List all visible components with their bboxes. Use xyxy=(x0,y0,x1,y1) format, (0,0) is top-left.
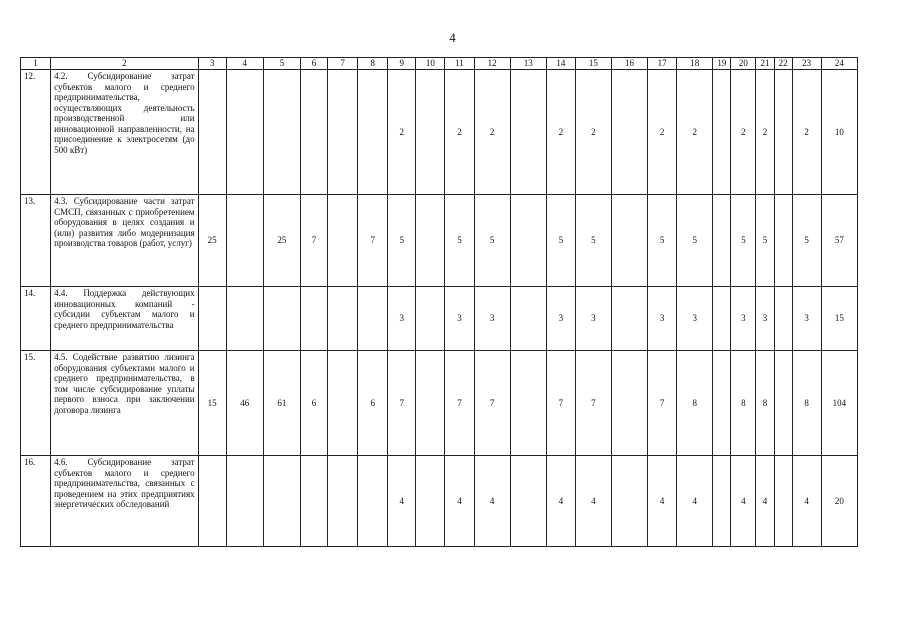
header-cell: 6 xyxy=(300,58,327,70)
value-cell: 3 xyxy=(756,287,774,351)
value-cell xyxy=(611,456,647,547)
value-cell xyxy=(358,456,388,547)
value-cell xyxy=(263,287,300,351)
value-cell xyxy=(226,70,263,195)
value-cell: 4 xyxy=(474,456,510,547)
value-cell: 8 xyxy=(756,351,774,456)
header-cell: 23 xyxy=(792,58,821,70)
value-cell xyxy=(328,456,358,547)
header-cell: 22 xyxy=(774,58,792,70)
header-cell: 21 xyxy=(756,58,774,70)
value-cell xyxy=(416,351,445,456)
value-cell xyxy=(611,351,647,456)
value-cell: 10 xyxy=(821,70,857,195)
value-cell xyxy=(774,456,792,547)
value-cell: 7 xyxy=(474,351,510,456)
table-row xyxy=(21,195,858,287)
header-cell: 3 xyxy=(198,58,226,70)
table-row xyxy=(21,287,858,351)
value-cell: 8 xyxy=(792,351,821,456)
value-cell xyxy=(774,287,792,351)
header-cell: 2 xyxy=(51,58,199,70)
header-cell: 17 xyxy=(648,58,677,70)
value-cell: 5 xyxy=(731,195,756,287)
row-description: 4.2. Субсидирование затрат субъектов малого и среднего предпринимательства, осуществляющих деятельность производственной или инновационной направленности, на присоединение к электросетям (до 500 кВт) xyxy=(51,70,199,195)
value-cell xyxy=(226,287,263,351)
page-number: 4 xyxy=(449,30,456,45)
value-cell: 7 xyxy=(445,351,474,456)
value-cell: 6 xyxy=(358,351,388,456)
value-cell xyxy=(713,456,731,547)
value-cell xyxy=(226,195,263,287)
value-cell xyxy=(300,70,327,195)
row-number: 14. xyxy=(21,287,51,351)
header-cell: 24 xyxy=(821,58,857,70)
value-cell: 4 xyxy=(677,456,713,547)
value-cell: 3 xyxy=(546,287,575,351)
value-cell: 2 xyxy=(792,70,821,195)
header-cell: 20 xyxy=(731,58,756,70)
value-cell xyxy=(328,195,358,287)
value-cell xyxy=(713,287,731,351)
value-cell: 2 xyxy=(546,70,575,195)
table-row xyxy=(21,456,858,547)
value-cell xyxy=(713,70,731,195)
header-cell: 10 xyxy=(416,58,445,70)
value-cell: 8 xyxy=(731,351,756,456)
value-cell: 5 xyxy=(792,195,821,287)
value-cell: 8 xyxy=(677,351,713,456)
value-cell: 5 xyxy=(445,195,474,287)
value-cell: 7 xyxy=(575,351,611,456)
header-cell: 5 xyxy=(263,58,300,70)
value-cell xyxy=(328,287,358,351)
value-cell xyxy=(300,456,327,547)
value-cell xyxy=(774,70,792,195)
header-cell: 14 xyxy=(546,58,575,70)
value-cell xyxy=(713,195,731,287)
row-number: 13. xyxy=(21,195,51,287)
header-cell: 11 xyxy=(445,58,474,70)
value-cell xyxy=(198,287,226,351)
value-cell xyxy=(416,70,445,195)
value-cell: 5 xyxy=(575,195,611,287)
value-cell: 5 xyxy=(474,195,510,287)
table-row xyxy=(21,351,858,456)
header-cell: 7 xyxy=(328,58,358,70)
value-cell: 5 xyxy=(388,195,416,287)
value-cell: 46 xyxy=(226,351,263,456)
header-cell: 13 xyxy=(510,58,546,70)
value-cell: 4 xyxy=(575,456,611,547)
value-cell: 2 xyxy=(474,70,510,195)
table-row xyxy=(21,70,858,195)
header-cell: 12 xyxy=(474,58,510,70)
value-cell: 7 xyxy=(300,195,327,287)
row-description: 4.6. Субсидирование затрат субъектов малого и среднего предпринимательства, связанных с проведением на этих предприятиях энергетических обследований xyxy=(51,456,199,547)
value-cell: 7 xyxy=(388,351,416,456)
value-cell: 3 xyxy=(575,287,611,351)
value-cell: 4 xyxy=(445,456,474,547)
value-cell xyxy=(774,351,792,456)
value-cell: 104 xyxy=(821,351,857,456)
value-cell xyxy=(510,70,546,195)
header-cell: 16 xyxy=(611,58,647,70)
value-cell: 4 xyxy=(792,456,821,547)
value-cell xyxy=(328,351,358,456)
header-cell: 15 xyxy=(575,58,611,70)
value-cell: 2 xyxy=(677,70,713,195)
value-cell xyxy=(358,287,388,351)
value-cell: 4 xyxy=(731,456,756,547)
value-cell: 3 xyxy=(648,287,677,351)
value-cell xyxy=(328,70,358,195)
value-cell: 15 xyxy=(821,287,857,351)
value-cell: 3 xyxy=(731,287,756,351)
row-description: 4.3. Субсидирование части затрат СМСП, связанных с приобретением оборудования в целях создания и (или) развития либо модернизация производства товаров (работ, услуг) xyxy=(51,195,199,287)
value-cell xyxy=(358,70,388,195)
value-cell: 25 xyxy=(263,195,300,287)
value-cell: 7 xyxy=(358,195,388,287)
header-cell: 8 xyxy=(358,58,388,70)
value-cell xyxy=(611,287,647,351)
value-cell xyxy=(510,351,546,456)
header-row xyxy=(21,58,858,70)
value-cell: 5 xyxy=(546,195,575,287)
header-cell: 19 xyxy=(713,58,731,70)
value-cell: 3 xyxy=(474,287,510,351)
value-cell: 5 xyxy=(677,195,713,287)
header-cell: 1 xyxy=(21,58,51,70)
value-cell: 7 xyxy=(546,351,575,456)
value-cell xyxy=(611,70,647,195)
value-cell: 15 xyxy=(198,351,226,456)
value-cell xyxy=(416,456,445,547)
value-cell: 4 xyxy=(546,456,575,547)
value-cell: 7 xyxy=(648,351,677,456)
value-cell: 5 xyxy=(648,195,677,287)
value-cell xyxy=(263,70,300,195)
value-cell xyxy=(510,287,546,351)
value-cell xyxy=(198,70,226,195)
header-cell: 4 xyxy=(226,58,263,70)
value-cell: 3 xyxy=(445,287,474,351)
value-cell: 3 xyxy=(677,287,713,351)
value-cell: 20 xyxy=(821,456,857,547)
value-cell: 4 xyxy=(648,456,677,547)
value-cell xyxy=(510,195,546,287)
value-cell xyxy=(611,195,647,287)
value-cell: 2 xyxy=(575,70,611,195)
row-description: 4.4. Поддержка действующих инновационных компаний - субсидии субъектам малого и среднего предпринимательства xyxy=(51,287,199,351)
value-cell: 2 xyxy=(731,70,756,195)
value-cell xyxy=(774,195,792,287)
value-cell: 25 xyxy=(198,195,226,287)
value-cell xyxy=(226,456,263,547)
header-cell: 9 xyxy=(388,58,416,70)
value-cell: 4 xyxy=(756,456,774,547)
value-cell xyxy=(416,287,445,351)
value-cell: 2 xyxy=(388,70,416,195)
value-cell xyxy=(198,456,226,547)
header-cell: 18 xyxy=(677,58,713,70)
value-cell xyxy=(510,456,546,547)
value-cell: 6 xyxy=(300,351,327,456)
value-cell: 57 xyxy=(821,195,857,287)
row-number: 12. xyxy=(21,70,51,195)
value-cell: 2 xyxy=(756,70,774,195)
row-description: 4.5. Содействие развитию лизинга оборудования субъектами малого и среднего предпринимательства, в том числе субсидирование уплаты первого взноса при заключении договора лизинга xyxy=(51,351,199,456)
value-cell: 3 xyxy=(792,287,821,351)
data-table xyxy=(20,57,858,547)
value-cell xyxy=(263,456,300,547)
value-cell xyxy=(713,351,731,456)
value-cell: 61 xyxy=(263,351,300,456)
row-number: 16. xyxy=(21,456,51,547)
value-cell: 4 xyxy=(388,456,416,547)
value-cell: 5 xyxy=(756,195,774,287)
value-cell xyxy=(300,287,327,351)
value-cell xyxy=(416,195,445,287)
value-cell: 2 xyxy=(648,70,677,195)
value-cell: 3 xyxy=(388,287,416,351)
row-number: 15. xyxy=(21,351,51,456)
value-cell: 2 xyxy=(445,70,474,195)
